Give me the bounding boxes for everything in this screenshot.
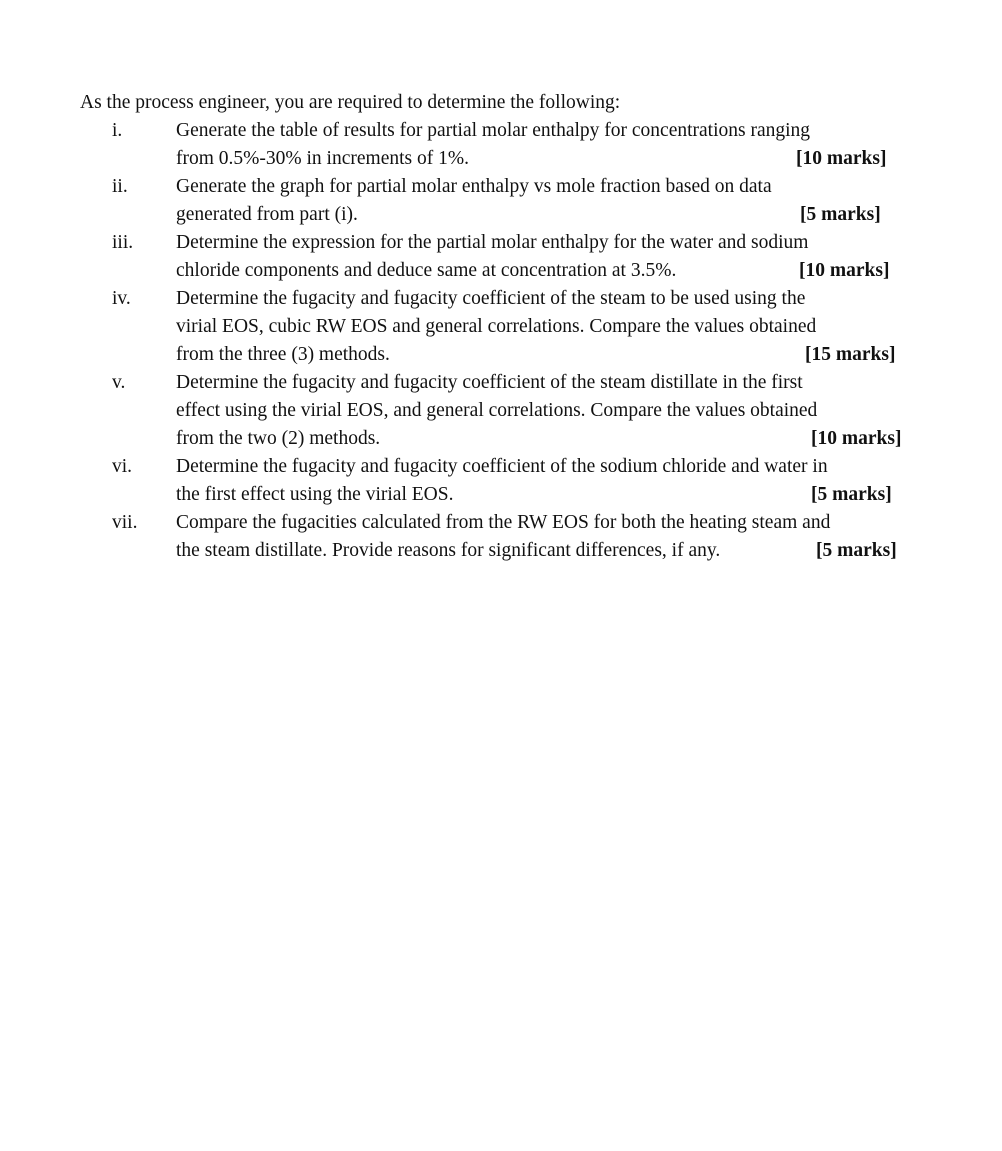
- item-text-line: Determine the fugacity and fugacity coefficient of the steam distillate in the first: [176, 372, 803, 393]
- item-text-line: effect using the virial EOS, and general correlations. Compare the values obtained: [176, 400, 818, 421]
- item-numeral: vii.: [112, 512, 138, 533]
- item-text-line: Determine the expression for the partial molar enthalpy for the water and sodium: [176, 232, 809, 253]
- item-text-line: Generate the graph for partial molar enthalpy vs mole fraction based on data: [176, 176, 772, 197]
- item-numeral: ii.: [112, 176, 128, 197]
- item-text-line: the first effect using the virial EOS.: [176, 484, 454, 505]
- item-text-line: from the two (2) methods.: [176, 428, 381, 449]
- marks-label: [10 marks]: [799, 260, 890, 281]
- marks-label: [15 marks]: [805, 344, 896, 365]
- item-text-line: Generate the table of results for partial molar enthalpy for concentrations ranging: [176, 120, 811, 141]
- marks-label: [5 marks]: [811, 484, 892, 505]
- item-numeral: vi.: [112, 456, 133, 477]
- intro-text: As the process engineer, you are required to determine the following:: [80, 92, 621, 113]
- item-text-line: from 0.5%-30% in increments of 1%.: [176, 148, 469, 169]
- item-text-line: Determine the fugacity and fugacity coefficient of the steam to be used using the: [176, 288, 806, 309]
- item-text-line: Determine the fugacity and fugacity coefficient of the sodium chloride and water in: [176, 456, 828, 477]
- item-text-line: the steam distillate. Provide reasons for significant differences, if any.: [176, 540, 721, 561]
- marks-label: [10 marks]: [811, 428, 902, 449]
- marks-label: [5 marks]: [816, 540, 897, 561]
- item-numeral: iii.: [112, 232, 134, 253]
- item-numeral: iv.: [112, 288, 131, 309]
- item-text-line: generated from part (i).: [176, 204, 358, 225]
- item-numeral: i.: [112, 120, 123, 141]
- marks-label: [5 marks]: [800, 204, 881, 225]
- item-text-line: virial EOS, cubic RW EOS and general correlations. Compare the values obtained: [176, 316, 817, 337]
- item-text-line: from the three (3) methods.: [176, 344, 390, 365]
- item-text-line: Compare the fugacities calculated from the RW EOS for both the heating steam and: [176, 512, 831, 533]
- item-numeral: v.: [112, 372, 126, 393]
- item-text-line: chloride components and deduce same at concentration at 3.5%.: [176, 260, 677, 281]
- marks-label: [10 marks]: [796, 148, 887, 169]
